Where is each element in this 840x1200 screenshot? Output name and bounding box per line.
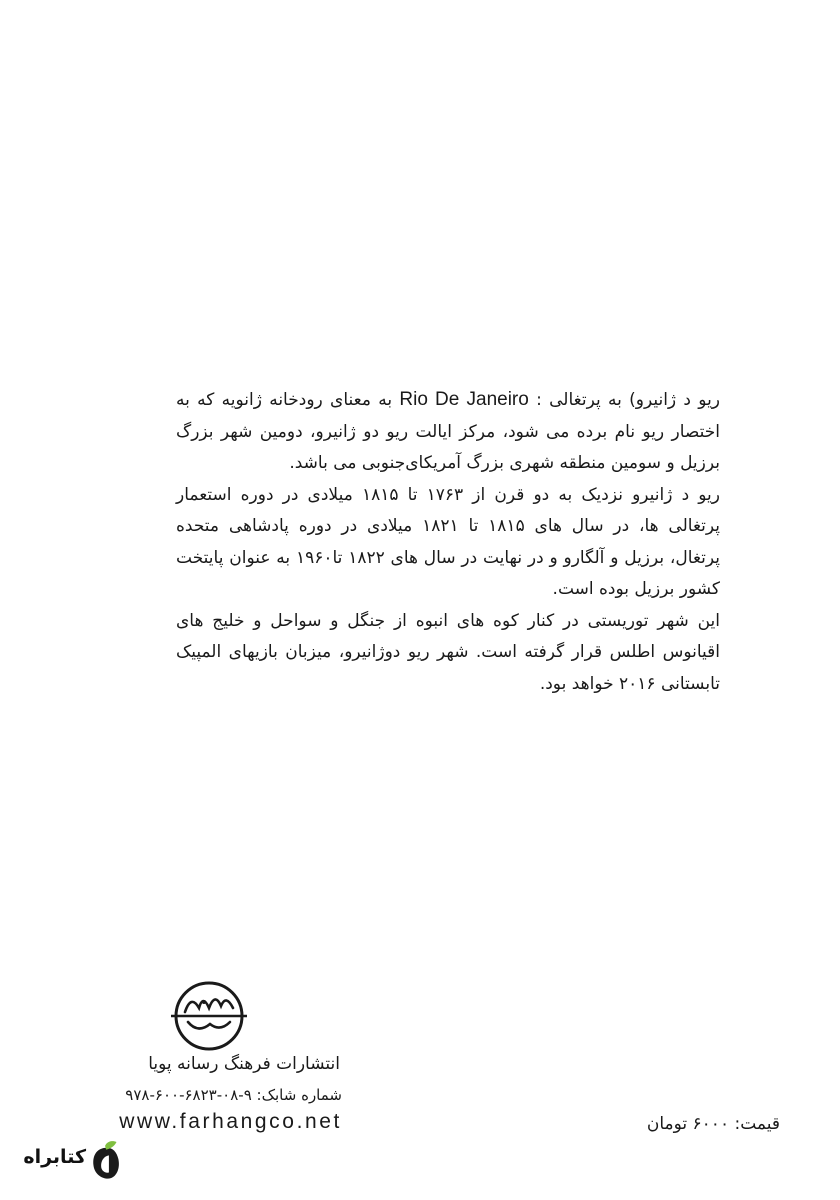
latin-city-name: Rio De Janeiro <box>399 389 529 410</box>
description-text <box>176 384 720 700</box>
isbn-number: شماره شابک: ۹-۰۸-۶۸۲۳-۶۰۰-۹۷۸ <box>125 1086 342 1104</box>
publisher-website[interactable]: www.farhangco.net <box>119 1110 342 1133</box>
paragraph-1-start: ریو د ژانیرو) به پرتغالی : <box>528 390 721 410</box>
paragraph-1-end: به معنای رودخانه ژانویه که به اختصار ریو نام برده می شود، مرکز ایالت ریو دو ژانیرو، دومین شهر بزرگ برزیل و سومین منطقه شهری بزرگ آمریکای‌جنوبی می باشد. <box>176 390 720 473</box>
ketabrah-brand <box>16 1140 126 1186</box>
paragraph-2: ریو د ژانیرو نزدیک به دو قرن از ۱۷۶۳ تا ۱۸۱۵ میلادی در دوره استعمار پرتغالی ها، در سال های ۱۸۱۵ تا ۱۸۲۱ میلادی در دوره پادشاهی متحده پرتغال، برزیل و آلگارو و در نهایت در سال های ۱۸۲۲ تا۱۹۶۰ به عنوان پایتخت کشور برزیل بوده است. <box>176 484 720 599</box>
ketabrah-logo-icon <box>88 1140 126 1184</box>
publisher-name: انتشارات فرهنگ رسانه پویا <box>148 1054 340 1074</box>
paragraph-3: این شهر توریستی در کنار کوه های انبوه از جنگل و سواحل و خلیج های اقیانوس اطلس قرار گرفته است. شهر ریو دوژانیرو، میزبان بازیهای المپیک تابستانی ۲۰۱۶ خواهد بود. <box>176 610 720 694</box>
farhang-publisher-logo-icon <box>170 976 248 1054</box>
paragraph-1 <box>176 384 720 480</box>
price-label: قیمت: ۶۰۰۰ تومان <box>646 1114 780 1134</box>
brand-wordmark: کتابراه <box>23 1146 86 1168</box>
